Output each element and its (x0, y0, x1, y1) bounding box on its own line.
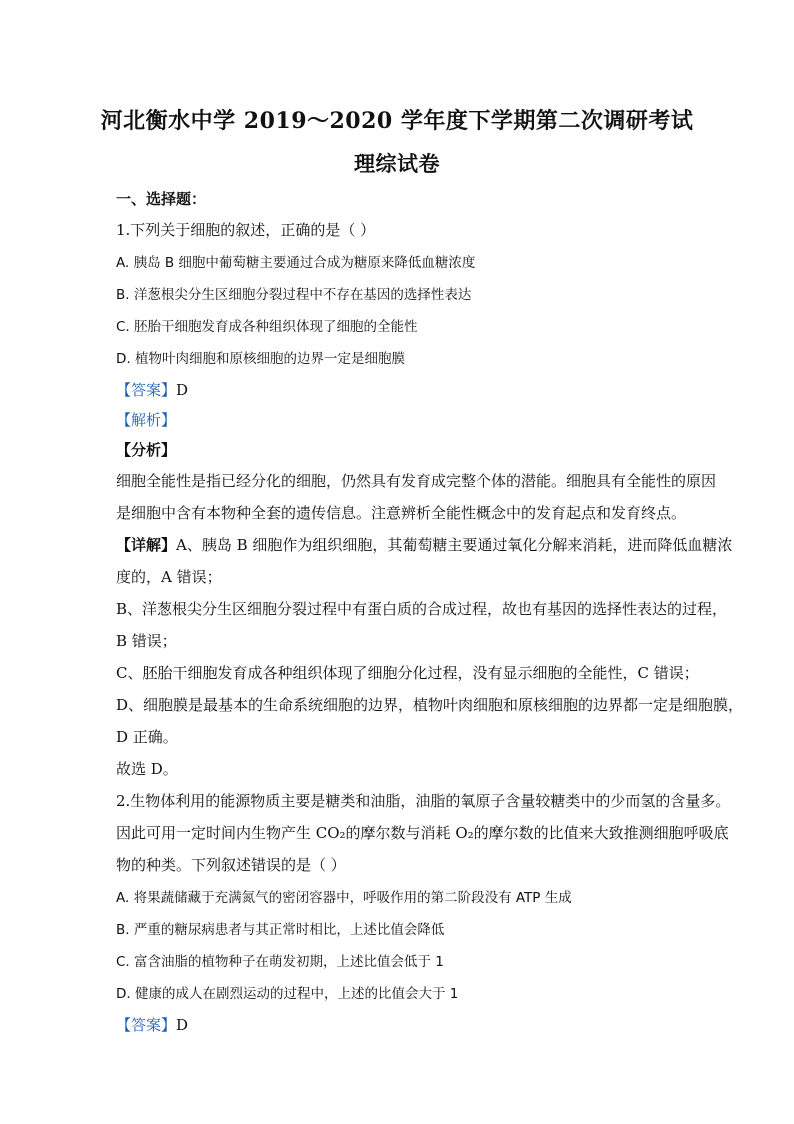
q1-detail-6: D、细胞膜是最基本的生命系统细胞的边界，植物叶肉细胞和原核细胞的边界都一定是细胞膜， (116, 696, 744, 714)
q2-option-d: D. 健康的成人在剧烈运动的过程中，上述的比值会大于 1 (116, 986, 459, 1002)
question-2-stem-3: 物的种类。下列叙述错误的是（ ） (116, 856, 346, 874)
q1-option-b: B. 洋葱根尖分生区细胞分裂过程中不存在基因的选择性表达 (116, 287, 472, 303)
question-2-stem-1: 2.生物体利用的能源物质主要是糖类和油脂，油脂的氧原子含量较糖类中的少而氢的含量多。 (116, 792, 731, 810)
q1-detail-5: C、胚胎干细胞发育成各种组织体现了细胞分化过程，没有显示细胞的全能性，C 错误； (116, 664, 699, 682)
question-1-stem: 1.下列关于细胞的叙述，正确的是（ ） (116, 221, 376, 239)
q1-option-c: C. 胚胎干细胞发育成各种组织体现了细胞的全能性 (116, 319, 418, 335)
q1-option-a: A. 胰岛 B 细胞中葡萄糖主要通过合成为糖原来降低血糖浓度 (116, 255, 476, 271)
doc-title: 河北衡水中学 2019～2020 学年度下学期第二次调研考试 (100, 108, 694, 134)
q1-detail-1: 【详解】A、胰岛 B 细胞作为组织细胞，其葡萄糖主要通过氧化分解来消耗，进而降低血糖浓 (116, 536, 733, 554)
section-heading: 一、选择题： (116, 190, 207, 208)
analysis-label: 【解析】 (116, 411, 177, 429)
q1-answer-value: D (176, 381, 189, 399)
q1-fenxi-text-1: 细胞全能性是指已经分化的细胞，仍然具有发育成完整个体的潜能。细胞具有全能性的原因 (116, 472, 717, 490)
question-2-stem-2: 因此可用一定时间内生物产生 CO₂的摩尔数与消耗 O₂的摩尔数的比值来大致推测细胞呼吸底 (116, 824, 729, 842)
q2-option-b: B. 严重的糖尿病患者与其正常时相比，上述比值会降低 (116, 922, 445, 938)
answer-label: 【答案】 (116, 381, 177, 399)
q1-option-d: D. 植物叶肉细胞和原核细胞的边界一定是细胞膜 (116, 351, 405, 367)
q1-conclusion: 故选 D。 (116, 760, 178, 778)
doc-subtitle: 理综试卷 (354, 151, 440, 176)
q1-detail-2: 度的，A 错误； (116, 568, 222, 586)
q1-answer (116, 379, 188, 400)
q2-answer-value: D (176, 1016, 189, 1034)
q1-detail-3: B、洋葱根尖分生区细胞分裂过程中有蛋白质的合成过程，故也有基因的选择性表达的过程， (116, 600, 728, 618)
q1-fenxi-text-2: 是细胞中含有本物种全套的遗传信息。注意辨析全能性概念中的发育起点和发育终点。 (116, 504, 687, 522)
q1-fenxi-label: 【分析】 (116, 441, 177, 459)
detail-label: 【详解】 (116, 536, 177, 554)
q1-detail-7: D 正确。 (116, 728, 178, 746)
q2-option-a: A. 将果蔬储藏于充满氮气的密闭容器中，呼吸作用的第二阶段没有 ATP 生成 (116, 890, 572, 906)
q2-option-c: C. 富含油脂的植物种子在萌发初期，上述比值会低于 1 (116, 954, 444, 970)
q1-analysis-label (116, 409, 176, 430)
q2-answer: 【答案】D (116, 1016, 189, 1034)
q1-detail-4: B 错误； (116, 632, 177, 650)
